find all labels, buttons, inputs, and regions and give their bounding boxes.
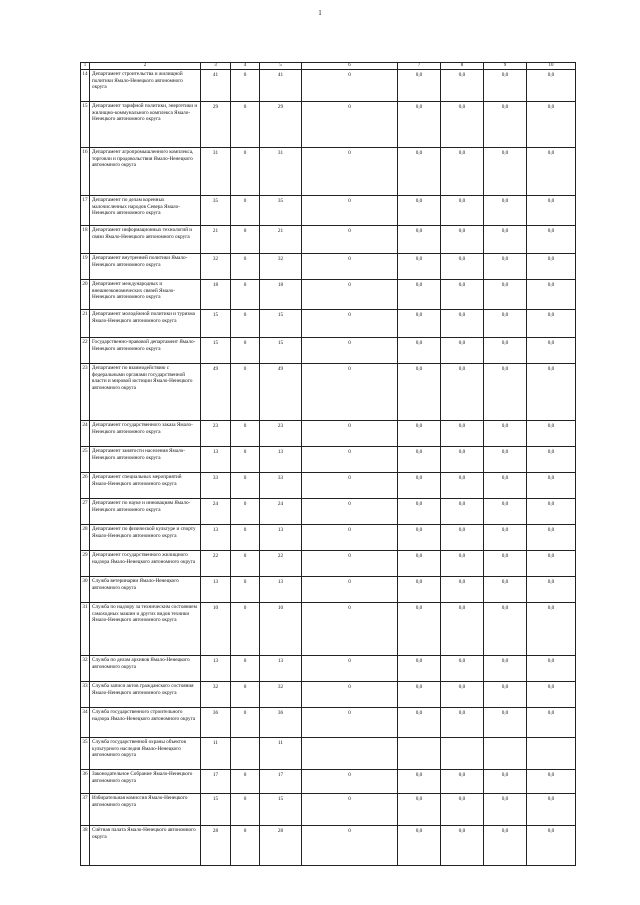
value-cell-6: 0 xyxy=(302,102,398,148)
department-name: Департамент внутренней политики Ямало-Ненецкого автономного округа xyxy=(90,254,201,280)
table-row xyxy=(81,656,576,682)
value-cell-8: 0,0 xyxy=(441,447,484,473)
value-cell-4: 0 xyxy=(231,338,260,364)
value-cell-7: 0,0 xyxy=(398,770,441,794)
value-cell-3: 13 xyxy=(201,656,231,682)
value-cell-3: 11 xyxy=(201,738,231,770)
value-cell-5: 28 xyxy=(260,826,302,866)
value-cell-8: 0,0 xyxy=(441,148,484,196)
value-cell-4: 0 xyxy=(231,551,260,577)
value-cell-6: 0 xyxy=(302,310,398,338)
table-row xyxy=(81,338,576,364)
value-cell-5: 23 xyxy=(260,421,302,447)
value-cell-5: 13 xyxy=(260,577,302,603)
value-cell-10: 0,0 xyxy=(527,196,576,226)
value-cell-4: 0 xyxy=(231,656,260,682)
row-number: 37 xyxy=(81,794,90,826)
row-number: 28 xyxy=(81,525,90,551)
header-cell: 3 xyxy=(201,63,231,70)
department-name: Департамент по физической культуре и спорту Ямало-Ненецкого автономного округа xyxy=(90,525,201,551)
row-number: 38 xyxy=(81,826,90,866)
value-cell-5: 10 xyxy=(260,603,302,656)
table-row xyxy=(81,196,576,226)
value-cell-10: 0,0 xyxy=(527,577,576,603)
department-name: Департамент занятости населения Ямало-Ненецкого автономного округа xyxy=(90,447,201,473)
value-cell-7: 0,0 xyxy=(398,603,441,656)
value-cell-10: 0,0 xyxy=(527,447,576,473)
value-cell-4: 0 xyxy=(231,794,260,826)
value-cell-6: 0 xyxy=(302,196,398,226)
value-cell-7: 0,0 xyxy=(398,826,441,866)
value-cell-3: 24 xyxy=(201,499,231,525)
value-cell-6: 0 xyxy=(302,280,398,310)
table-row xyxy=(81,148,576,196)
value-cell-8: 0,0 xyxy=(441,525,484,551)
department-name: Департамент по делам коренных малочисленных народов Севера Ямало-Ненецкого автономного округа xyxy=(90,196,201,226)
row-number: 14 xyxy=(81,70,90,102)
row-number: 33 xyxy=(81,682,90,708)
value-cell-7: 0,0 xyxy=(398,794,441,826)
table-row xyxy=(81,525,576,551)
value-cell-4: 0 xyxy=(231,499,260,525)
value-cell-7: 0,0 xyxy=(398,499,441,525)
value-cell-4: 0 xyxy=(231,421,260,447)
value-cell-8: 0,0 xyxy=(441,577,484,603)
department-name: Департамент специальных мероприятий Ямало-Ненецкого автономного округа xyxy=(90,473,201,499)
value-cell-6: 0 xyxy=(302,499,398,525)
value-cell-3: 21 xyxy=(201,226,231,254)
value-cell-9: 0,0 xyxy=(484,338,527,364)
value-cell-8: 0,0 xyxy=(441,196,484,226)
value-cell-6: 0 xyxy=(302,656,398,682)
header-cell: 9 xyxy=(484,63,527,70)
value-cell-4: 0 xyxy=(231,603,260,656)
value-cell-7: 0,0 xyxy=(398,70,441,102)
value-cell-9: 0,0 xyxy=(484,656,527,682)
value-cell-3: 31 xyxy=(201,148,231,196)
value-cell-7: 0,0 xyxy=(398,708,441,738)
value-cell-8: 0,0 xyxy=(441,254,484,280)
value-cell-10: 0,0 xyxy=(527,794,576,826)
row-number: 20 xyxy=(81,280,90,310)
value-cell-4: 0 xyxy=(231,148,260,196)
value-cell-6: 0 xyxy=(302,603,398,656)
header-cell: 1 xyxy=(81,63,90,70)
table-row xyxy=(81,708,576,738)
value-cell-3: 36 xyxy=(201,708,231,738)
value-cell-9: 0,0 xyxy=(484,226,527,254)
value-cell-4: 0 xyxy=(231,254,260,280)
row-number: 34 xyxy=(81,708,90,738)
value-cell-3: 15 xyxy=(201,794,231,826)
department-name: Департамент тарифной политики, энергетики и жилищно-коммунального комплекса Ямало-Ненецкого автономного округа xyxy=(90,102,201,148)
value-cell-10: 0,0 xyxy=(527,770,576,794)
value-cell-5: 24 xyxy=(260,499,302,525)
row-number: 17 xyxy=(81,196,90,226)
value-cell-6: 0 xyxy=(302,421,398,447)
value-cell-10: 0,0 xyxy=(527,525,576,551)
value-cell-9: 0,0 xyxy=(484,473,527,499)
value-cell-3: 13 xyxy=(201,447,231,473)
row-number: 31 xyxy=(81,603,90,656)
page-number: 1 xyxy=(318,9,322,17)
value-cell-3: 22 xyxy=(201,551,231,577)
row-number: 32 xyxy=(81,656,90,682)
header-cell: 8 xyxy=(441,63,484,70)
value-cell-5: 32 xyxy=(260,682,302,708)
value-cell-8: 0,0 xyxy=(441,473,484,499)
table-row xyxy=(81,794,576,826)
value-cell-4: 0 xyxy=(231,473,260,499)
table-row xyxy=(81,226,576,254)
value-cell-8: 0,0 xyxy=(441,338,484,364)
value-cell-4: 0 xyxy=(231,364,260,421)
value-cell-7: 0,0 xyxy=(398,102,441,148)
value-cell-3: 23 xyxy=(201,421,231,447)
value-cell-4: 0 xyxy=(231,708,260,738)
value-cell-8: 0,0 xyxy=(441,603,484,656)
value-cell-10: 0,0 xyxy=(527,148,576,196)
value-cell-5: 17 xyxy=(260,770,302,794)
value-cell-8: 0,0 xyxy=(441,280,484,310)
department-name: Счётная палата Ямало-Ненецкого автономного округа xyxy=(90,826,201,866)
department-name: Департамент агропромышленного комплекса, торговли и продовольствия Ямало-Ненецкого автономного округа xyxy=(90,148,201,196)
row-number: 27 xyxy=(81,499,90,525)
value-cell-5: 22 xyxy=(260,551,302,577)
header-cell: 5 xyxy=(260,63,302,70)
value-cell-10: 0,0 xyxy=(527,254,576,280)
value-cell-10: 0,0 xyxy=(527,656,576,682)
table-row xyxy=(81,254,576,280)
value-cell-7: 0,0 xyxy=(398,577,441,603)
value-cell-5: 36 xyxy=(260,708,302,738)
value-cell-3: 49 xyxy=(201,364,231,421)
value-cell-6: 0 xyxy=(302,473,398,499)
value-cell-4: 0 xyxy=(231,226,260,254)
row-number: 24 xyxy=(81,421,90,447)
department-name: Департамент международных и внешнеэкономических связей Ямало-Ненецкого автономного округа xyxy=(90,280,201,310)
value-cell-3: 32 xyxy=(201,254,231,280)
department-name: Департамент по взаимодействию с федеральными органами государственной власти и мировой юстиции Ямало-Ненецкого автономного округа xyxy=(90,364,201,421)
value-cell-5: 49 xyxy=(260,364,302,421)
table-row xyxy=(81,770,576,794)
value-cell-6: 0 xyxy=(302,70,398,102)
value-cell-10 xyxy=(527,738,576,770)
value-cell-10: 0,0 xyxy=(527,682,576,708)
department-name: Служба ветеринарии Ямало-Ненецкого автономного округа xyxy=(90,577,201,603)
table-row xyxy=(81,447,576,473)
value-cell-10: 0,0 xyxy=(527,421,576,447)
value-cell-4: 0 xyxy=(231,682,260,708)
department-name: Избирательная комиссия Ямало-Ненецкого автономного округа xyxy=(90,794,201,826)
value-cell-3: 13 xyxy=(201,525,231,551)
value-cell-5: 35 xyxy=(260,196,302,226)
table-row xyxy=(81,551,576,577)
value-cell-7: 0,0 xyxy=(398,254,441,280)
value-cell-4: 0 xyxy=(231,102,260,148)
value-cell-9: 0,0 xyxy=(484,794,527,826)
value-cell-7 xyxy=(398,738,441,770)
value-cell-7: 0,0 xyxy=(398,682,441,708)
value-cell-3: 17 xyxy=(201,770,231,794)
value-cell-6: 0 xyxy=(302,794,398,826)
value-cell-9: 0,0 xyxy=(484,603,527,656)
value-cell-10: 0,0 xyxy=(527,499,576,525)
value-cell-10: 0,0 xyxy=(527,70,576,102)
value-cell-7: 0,0 xyxy=(398,338,441,364)
department-name: Законодательное Собрание Ямало-Ненецкого автономного округа xyxy=(90,770,201,794)
value-cell-7: 0,0 xyxy=(398,196,441,226)
row-number: 21 xyxy=(81,310,90,338)
value-cell-4: 0 xyxy=(231,280,260,310)
value-cell-8: 0,0 xyxy=(441,794,484,826)
value-cell-8: 0,0 xyxy=(441,310,484,338)
value-cell-7: 0,0 xyxy=(398,280,441,310)
value-cell-9: 0,0 xyxy=(484,196,527,226)
value-cell-9: 0,0 xyxy=(484,499,527,525)
value-cell-9: 0,0 xyxy=(484,280,527,310)
table-row xyxy=(81,738,576,770)
header-cell: 6 xyxy=(302,63,398,70)
value-cell-5: 21 xyxy=(260,226,302,254)
row-number: 15 xyxy=(81,102,90,148)
value-cell-7: 0,0 xyxy=(398,525,441,551)
value-cell-8 xyxy=(441,738,484,770)
value-cell-5: 18 xyxy=(260,280,302,310)
value-cell-5: 29 xyxy=(260,102,302,148)
value-cell-9: 0,0 xyxy=(484,826,527,866)
table-row xyxy=(81,364,576,421)
table-row xyxy=(81,473,576,499)
row-number: 29 xyxy=(81,551,90,577)
value-cell-10: 0,0 xyxy=(527,364,576,421)
value-cell-8: 0,0 xyxy=(441,102,484,148)
value-cell-5: 31 xyxy=(260,148,302,196)
value-cell-4: 0 xyxy=(231,770,260,794)
value-cell-6: 0 xyxy=(302,226,398,254)
value-cell-5: 15 xyxy=(260,794,302,826)
value-cell-4: 0 xyxy=(231,310,260,338)
row-number: 30 xyxy=(81,577,90,603)
value-cell-6: 0 xyxy=(302,148,398,196)
row-number: 16 xyxy=(81,148,90,196)
value-cell-8: 0,0 xyxy=(441,364,484,421)
value-cell-7: 0,0 xyxy=(398,148,441,196)
value-cell-8: 0,0 xyxy=(441,682,484,708)
value-cell-9: 0,0 xyxy=(484,254,527,280)
value-cell-9: 0,0 xyxy=(484,70,527,102)
row-number: 35 xyxy=(81,738,90,770)
department-name: Служба государственной охраны объектов культурного наследия Ямало-Ненецкого автономного округа xyxy=(90,738,201,770)
value-cell-9: 0,0 xyxy=(484,551,527,577)
row-number: 19 xyxy=(81,254,90,280)
table-row xyxy=(81,577,576,603)
value-cell-7: 0,0 xyxy=(398,473,441,499)
row-number: 18 xyxy=(81,226,90,254)
value-cell-5: 13 xyxy=(260,447,302,473)
value-cell-6: 0 xyxy=(302,770,398,794)
table-row xyxy=(81,280,576,310)
value-cell-9: 0,0 xyxy=(484,148,527,196)
staff-table xyxy=(80,62,576,866)
value-cell-9 xyxy=(484,738,527,770)
row-number: 36 xyxy=(81,770,90,794)
value-cell-6 xyxy=(302,738,398,770)
value-cell-8: 0,0 xyxy=(441,421,484,447)
value-cell-10: 0,0 xyxy=(527,708,576,738)
header-cell: 2 xyxy=(90,63,201,70)
value-cell-10: 0,0 xyxy=(527,473,576,499)
value-cell-6: 0 xyxy=(302,682,398,708)
value-cell-3: 29 xyxy=(201,102,231,148)
table-row xyxy=(81,70,576,102)
value-cell-6: 0 xyxy=(302,338,398,364)
value-cell-9: 0,0 xyxy=(484,310,527,338)
table-row xyxy=(81,310,576,338)
department-name: Государственно-правовой департамент Ямало-Ненецкого автономного округа xyxy=(90,338,201,364)
department-name: Служба записи актов гражданского состояния Ямало-Ненецкого автономного округа xyxy=(90,682,201,708)
department-name: Департамент государственного заказа Ямало-Ненецкого автономного округа xyxy=(90,421,201,447)
department-name: Служба государственного строительного надзора Ямало-Ненецкого автономного округа xyxy=(90,708,201,738)
value-cell-5: 13 xyxy=(260,525,302,551)
value-cell-8: 0,0 xyxy=(441,551,484,577)
department-name: Департамент информационных технологий и связи Ямало-Ненецкого автономного округа xyxy=(90,226,201,254)
value-cell-10: 0,0 xyxy=(527,551,576,577)
value-cell-9: 0,0 xyxy=(484,708,527,738)
value-cell-6: 0 xyxy=(302,708,398,738)
value-cell-7: 0,0 xyxy=(398,226,441,254)
value-cell-4: 0 xyxy=(231,196,260,226)
row-number: 22 xyxy=(81,338,90,364)
value-cell-7: 0,0 xyxy=(398,447,441,473)
header-cell: 10 xyxy=(527,63,576,70)
value-cell-7: 0,0 xyxy=(398,656,441,682)
table-row xyxy=(81,603,576,656)
value-cell-3: 41 xyxy=(201,70,231,102)
value-cell-5: 41 xyxy=(260,70,302,102)
value-cell-9: 0,0 xyxy=(484,525,527,551)
value-cell-5: 13 xyxy=(260,656,302,682)
row-number: 25 xyxy=(81,447,90,473)
value-cell-10: 0,0 xyxy=(527,603,576,656)
value-cell-5: 15 xyxy=(260,338,302,364)
value-cell-7: 0,0 xyxy=(398,364,441,421)
header-cell: 7 xyxy=(398,63,441,70)
value-cell-3: 15 xyxy=(201,310,231,338)
value-cell-3: 32 xyxy=(201,682,231,708)
value-cell-3: 13 xyxy=(201,577,231,603)
value-cell-4: 0 xyxy=(231,70,260,102)
value-cell-6: 0 xyxy=(302,447,398,473)
department-name: Департамент молодёжной политики и туризма Ямало-Ненецкого автономного округа xyxy=(90,310,201,338)
value-cell-8: 0,0 xyxy=(441,770,484,794)
value-cell-8: 0,0 xyxy=(441,656,484,682)
value-cell-4 xyxy=(231,738,260,770)
value-cell-8: 0,0 xyxy=(441,826,484,866)
value-cell-5: 32 xyxy=(260,254,302,280)
department-name: Департамент государственного жилищного надзора Ямало-Ненецкого автономного округа xyxy=(90,551,201,577)
department-name: Департамент строительства и жилищной политики Ямало-Ненецкого автономного округа xyxy=(90,70,201,102)
table-row xyxy=(81,682,576,708)
value-cell-3: 15 xyxy=(201,338,231,364)
value-cell-3: 35 xyxy=(201,196,231,226)
row-number: 26 xyxy=(81,473,90,499)
department-name: Служба по надзору за техническим состоянием самоходных машин и других видов техники Ямало-Ненецкого автономного округа xyxy=(90,603,201,656)
value-cell-6: 0 xyxy=(302,577,398,603)
value-cell-9: 0,0 xyxy=(484,364,527,421)
table-row xyxy=(81,499,576,525)
value-cell-5: 33 xyxy=(260,473,302,499)
value-cell-4: 0 xyxy=(231,577,260,603)
value-cell-6: 0 xyxy=(302,525,398,551)
value-cell-7: 0,0 xyxy=(398,551,441,577)
value-cell-9: 0,0 xyxy=(484,421,527,447)
department-name: Служба по делам архивов Ямало-Ненецкого автономного округа xyxy=(90,656,201,682)
value-cell-8: 0,0 xyxy=(441,70,484,102)
value-cell-4: 0 xyxy=(231,525,260,551)
value-cell-10: 0,0 xyxy=(527,826,576,866)
value-cell-6: 0 xyxy=(302,826,398,866)
value-cell-10: 0,0 xyxy=(527,338,576,364)
value-cell-9: 0,0 xyxy=(484,682,527,708)
value-cell-10: 0,0 xyxy=(527,102,576,148)
value-cell-9: 0,0 xyxy=(484,577,527,603)
value-cell-10: 0,0 xyxy=(527,280,576,310)
department-name: Департамент по науке и инновациям Ямало-Ненецкого автономного округа xyxy=(90,499,201,525)
value-cell-3: 18 xyxy=(201,280,231,310)
value-cell-9: 0,0 xyxy=(484,447,527,473)
header-row xyxy=(81,63,576,70)
value-cell-9: 0,0 xyxy=(484,102,527,148)
value-cell-3: 28 xyxy=(201,826,231,866)
value-cell-8: 0,0 xyxy=(441,499,484,525)
value-cell-6: 0 xyxy=(302,364,398,421)
value-cell-4: 0 xyxy=(231,826,260,866)
header-cell: 4 xyxy=(231,63,260,70)
table-row xyxy=(81,421,576,447)
table-row xyxy=(81,826,576,866)
value-cell-6: 0 xyxy=(302,551,398,577)
table-row xyxy=(81,102,576,148)
value-cell-5: 11 xyxy=(260,738,302,770)
value-cell-9: 0,0 xyxy=(484,770,527,794)
value-cell-6: 0 xyxy=(302,254,398,280)
row-number: 23 xyxy=(81,364,90,421)
value-cell-10: 0,0 xyxy=(527,226,576,254)
value-cell-8: 0,0 xyxy=(441,226,484,254)
value-cell-8: 0,0 xyxy=(441,708,484,738)
value-cell-10: 0,0 xyxy=(527,310,576,338)
value-cell-7: 0,0 xyxy=(398,421,441,447)
value-cell-5: 15 xyxy=(260,310,302,338)
value-cell-4: 0 xyxy=(231,447,260,473)
value-cell-3: 33 xyxy=(201,473,231,499)
value-cell-7: 0,0 xyxy=(398,310,441,338)
value-cell-3: 10 xyxy=(201,603,231,656)
